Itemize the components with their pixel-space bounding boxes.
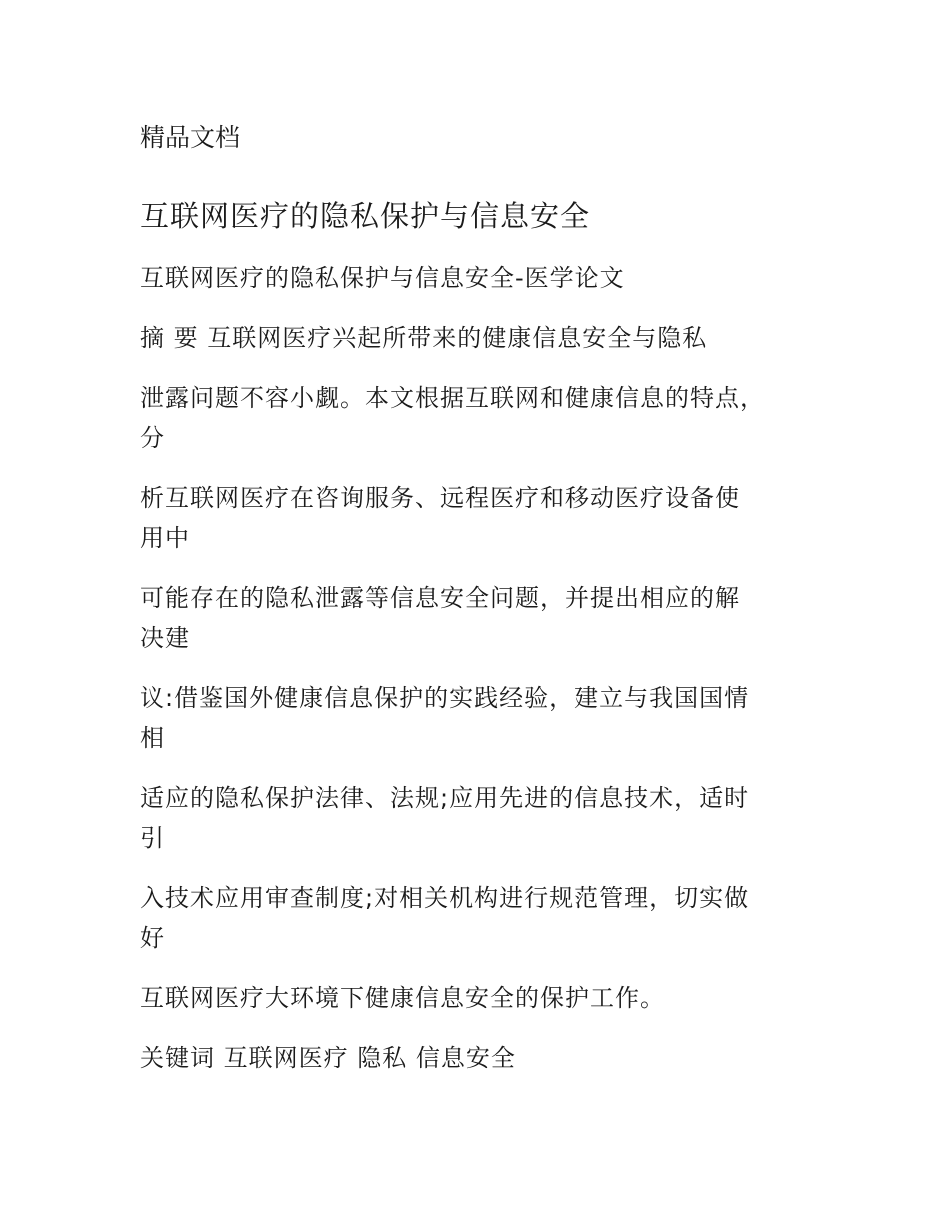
paragraph-line: 议:借鉴国外健康信息保护的实践经验，建立与我国国情 [140,684,750,712]
paragraph-line: 泄露问题不容小觑。本文根据互联网和健康信息的特点， [140,384,765,412]
paragraph-6 [140,678,830,758]
paragraph-1 [140,258,830,298]
paragraph-line: 分 [140,424,165,452]
paragraph-line: 摘 要 互联网医疗兴起所带来的健康信息安全与隐私 [140,324,708,352]
paragraph-7 [140,778,830,858]
document-title: 互联网医疗的隐私保护与信息安全 [140,199,591,233]
paragraph-line: 入技术应用审查制度;对相关机构进行规范管理，切实做 [140,884,750,912]
header-label: 精品文档 [140,123,241,152]
paragraph-line: 可能存在的隐私泄露等信息安全问题，并提出相应的解 [140,584,740,612]
paragraph-line: 引 [140,824,165,852]
paragraph-line: 互联网医疗大环境下健康信息安全的保护工作。 [140,984,665,1012]
paragraph-line: 决建 [140,624,190,652]
paragraph-4 [140,478,830,558]
paragraph-line: 析互联网医疗在咨询服务、远程医疗和移动医疗设备使 [140,484,740,512]
paragraph-line: 关键词 互联网医疗 隐私 信息安全 [140,1044,516,1072]
paragraph-9 [140,978,830,1018]
paragraph-line: 适应的隐私保护法律、法规;应用先进的信息技术，适时 [140,784,750,812]
keywords-line [140,1038,830,1078]
paragraph-3 [140,378,830,458]
paragraph-line: 好 [140,924,165,952]
paragraph-line: 互联网医疗的隐私保护与信息安全-医学论文 [140,264,625,292]
paragraph-8 [140,878,830,958]
abstract-paragraph [140,318,830,358]
paragraph-5 [140,578,830,658]
paragraph-line: 用中 [140,524,190,552]
paragraph-line: 相 [140,724,165,752]
